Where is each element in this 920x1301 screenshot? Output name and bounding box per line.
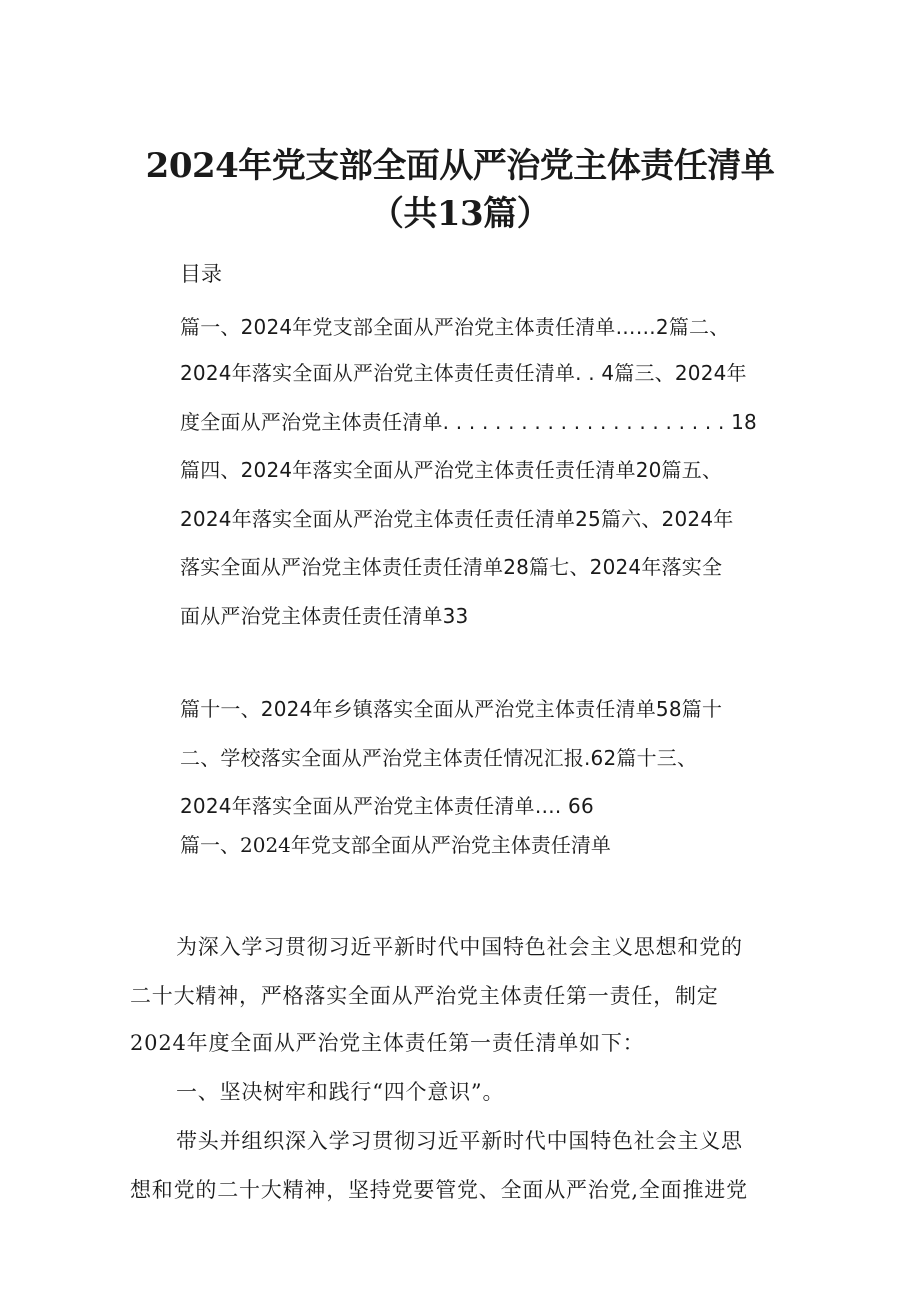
body-paragraph-line: 为深入学习贯彻习近平新时代中国特色社会主义思想和党的: [176, 935, 743, 959]
body-paragraph-line: 想和党的二十大精神，坚持党要管党、全面从严治党,全面推进党: [130, 1178, 748, 1202]
document-title: 2024年党支部全面从严治党主体责任清单: [145, 146, 775, 186]
document-subtitle: （共13篇）: [369, 194, 551, 234]
body-paragraph-line: 二十大精神，严格落实全面从严治党主体责任第一责任，制定: [130, 984, 719, 1008]
body-paragraph-line: 带头并组织深入学习贯彻习近平新时代中国特色社会主义思: [176, 1129, 743, 1153]
toc-line: 2024年落实全面从严治党主体责任清单…. 66: [180, 794, 594, 818]
section-heading: 篇一、2024年党支部全面从严治党主体责任清单: [180, 833, 611, 857]
toc-line: 2024年落实全面从严治党主体责任责任清单25篇六、2024年: [180, 507, 734, 531]
toc-line: 篇四、2024年落实全面从严治党主体责任责任清单20篇五、: [180, 458, 723, 482]
toc-label: 目录: [180, 262, 222, 286]
body-paragraph-line: 2024年度全面从严治党主体责任第一责任清单如下：: [130, 1031, 645, 1055]
toc-line: 篇一、2024年党支部全面从严治党主体责任清单……2篇二、: [180, 315, 730, 339]
toc-line: 落实全面从严治党主体责任责任清单28篇七、2024年落实全: [180, 555, 723, 579]
toc-line: 度全面从严治党主体责任清单. . . . . . . . . . . . . . . . . . . . . . 18: [180, 410, 757, 434]
toc-line: 篇十一、2024年乡镇落实全面从严治党主体责任清单58篇十: [180, 697, 723, 721]
toc-line: 面从严治党主体责任责任清单33: [180, 604, 469, 628]
toc-line: 2024年落实全面从严治党主体责任责任清单. . 4篇三、2024年: [180, 361, 747, 385]
toc-line: 二、学校落实全面从严治党主体责任情况汇报.62篇十三、: [180, 746, 698, 770]
body-paragraph-line: 一、坚决树牢和践行“四个意识”。: [176, 1080, 505, 1104]
